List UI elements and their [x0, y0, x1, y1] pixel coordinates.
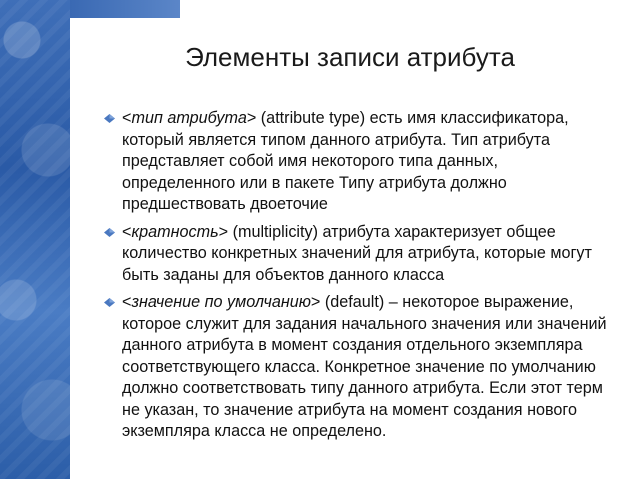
bullet-text: <значение по умолчанию> (default) – некоторое выражение, которое служит для задания начального значения или значений данного атрибута в момент создания отдельного экземпляра соответствующего класса. Конкретное значение по умолчанию должно соответствовать типу данного атрибута. Если этот терм не указан, то значение атрибута на момент создания нового экземпляра класса не определено.: [122, 293, 607, 440]
bullet-item-attribute-type: [100, 108, 612, 216]
bullet-description: (default) – некоторое выражение, которое служит для задания начального значения или значений данного атрибута в момент создания отдельного экземпляра соответствующего класса. Конкретное значение по умолчанию должно соответствовать типу данного атрибута. Если этот терм не указан, то значение атрибута на момент создания нового экземпляра класса не определено.: [122, 293, 607, 440]
slide-title: Элементы записи атрибута: [185, 42, 515, 72]
diamond-bullet-icon: [104, 114, 115, 123]
bullet-description: (multiplicity) атрибута характеризует общее количество конкретных значений для атрибута, которые могут быть заданы для объектов данного класса: [122, 222, 592, 284]
bullet-item-default-value: [100, 292, 612, 443]
bullet-text: <кратность> (multiplicity) атрибута характеризует общее количество конкретных значений для атрибута, которые могут быть заданы для объектов данного класса: [122, 222, 592, 284]
bullet-list: [100, 108, 612, 449]
bullet-term: тип атрибута: [131, 109, 247, 127]
bullet-description: (attribute type) есть имя классификатора, который является типом данного атрибута. Тип атрибута представляет собой имя некоторого типа данных, определенного или в пакете Типу атрибута должно предшествовать двоеточие: [122, 109, 569, 213]
diamond-bullet-icon: [104, 228, 115, 237]
bullet-item-multiplicity: [100, 222, 612, 287]
bullet-text: <тип атрибута> (attribute type) есть имя классификатора, который является типом данного атрибута. Тип атрибута представляет собой имя некоторого типа данных, определенного или в пакете Типу атрибута должно предшествовать двоеточие: [122, 109, 569, 213]
bullet-term: кратность: [131, 222, 219, 241]
bullet-term: значение по умолчанию: [131, 293, 311, 311]
diamond-bullet-icon: [104, 298, 115, 307]
decorative-side-band: [0, 0, 70, 479]
decorative-corner-block: [70, 0, 180, 18]
